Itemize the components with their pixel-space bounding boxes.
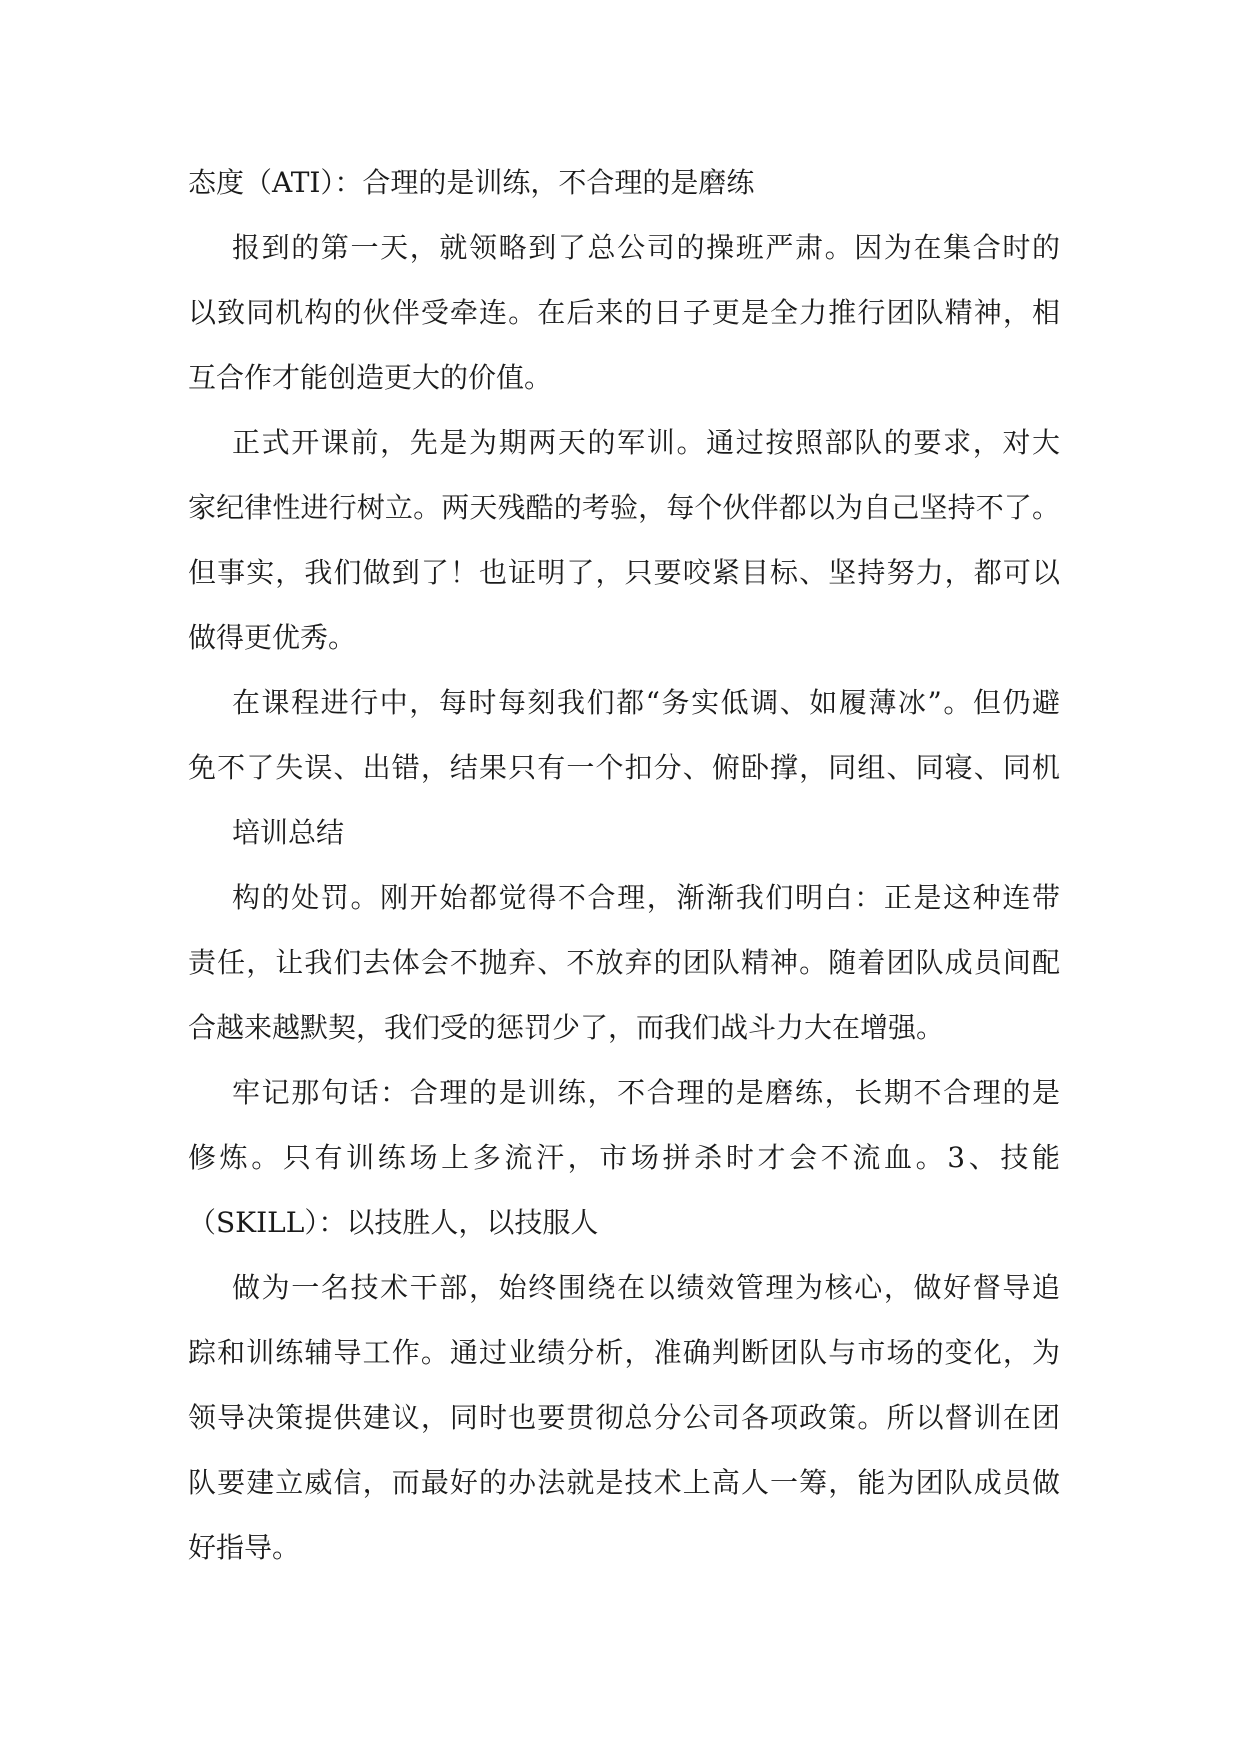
text-line: 在课程进行中，每时每刻我们都“务实低调、如履薄冰”。但仍避	[232, 686, 1060, 719]
text-line: 牢记那句话：合理的是训练，不合理的是磨练，长期不合理的是	[232, 1076, 1060, 1109]
text-line: （SKILL）：以技胜人，以技服人	[188, 1206, 599, 1239]
text-line: 做得更优秀。	[188, 621, 357, 654]
text-line: 但事实，我们做到了！也证明了，只要咬紧目标、坚持努力，都可以	[188, 556, 1060, 589]
text-line: 正式开课前，先是为期两天的军训。通过按照部队的要求，对大	[232, 426, 1060, 459]
text-line: 做为一名技术干部，始终围绕在以绩效管理为核心，做好督导追	[232, 1271, 1060, 1304]
document-body	[188, 150, 1060, 1580]
text-line: 踪和训练辅导工作。通过业绩分析，准确判断团队与市场的变化，为	[188, 1336, 1060, 1369]
text-line: 好指导。	[188, 1531, 301, 1564]
text-line: 修炼。只有训练场上多流汗，市场拼杀时才会不流血。3、技能	[188, 1141, 1060, 1174]
text-line: 家纪律性进行树立。两天残酷的考验，每个伙伴都以为自己坚持不了。	[188, 491, 1060, 524]
text-line: 队要建立威信，而最好的办法就是技术上高人一筹，能为团队成员做	[188, 1466, 1060, 1499]
text-line: 培训总结	[232, 816, 345, 849]
text-line: 报到的第一天，就领略到了总公司的操班严肃。因为在集合时的	[232, 231, 1060, 264]
text-line: 责任，让我们去体会不抛弃、不放弃的团队精神。随着团队成员间配	[188, 946, 1060, 979]
text-line: 免不了失误、出错，结果只有一个扣分、俯卧撑，同组、同寝、同机	[188, 751, 1060, 784]
text-line: 领导决策提供建议，同时也要贯彻总分公司各项政策。所以督训在团	[188, 1401, 1060, 1434]
text-line: 以致同机构的伙伴受牵连。在后来的日子更是全力推行团队精神，相	[188, 296, 1060, 329]
text-line: 态度（ATI）：合理的是训练，不合理的是磨练	[188, 166, 755, 199]
text-line: 互合作才能创造更大的价值。	[188, 361, 553, 394]
text-line: 合越来越默契，我们受的惩罚少了，而我们战斗力大在增强。	[188, 1011, 945, 1044]
text-line: 构的处罚。刚开始都觉得不合理，渐渐我们明白：正是这种连带	[232, 881, 1060, 914]
